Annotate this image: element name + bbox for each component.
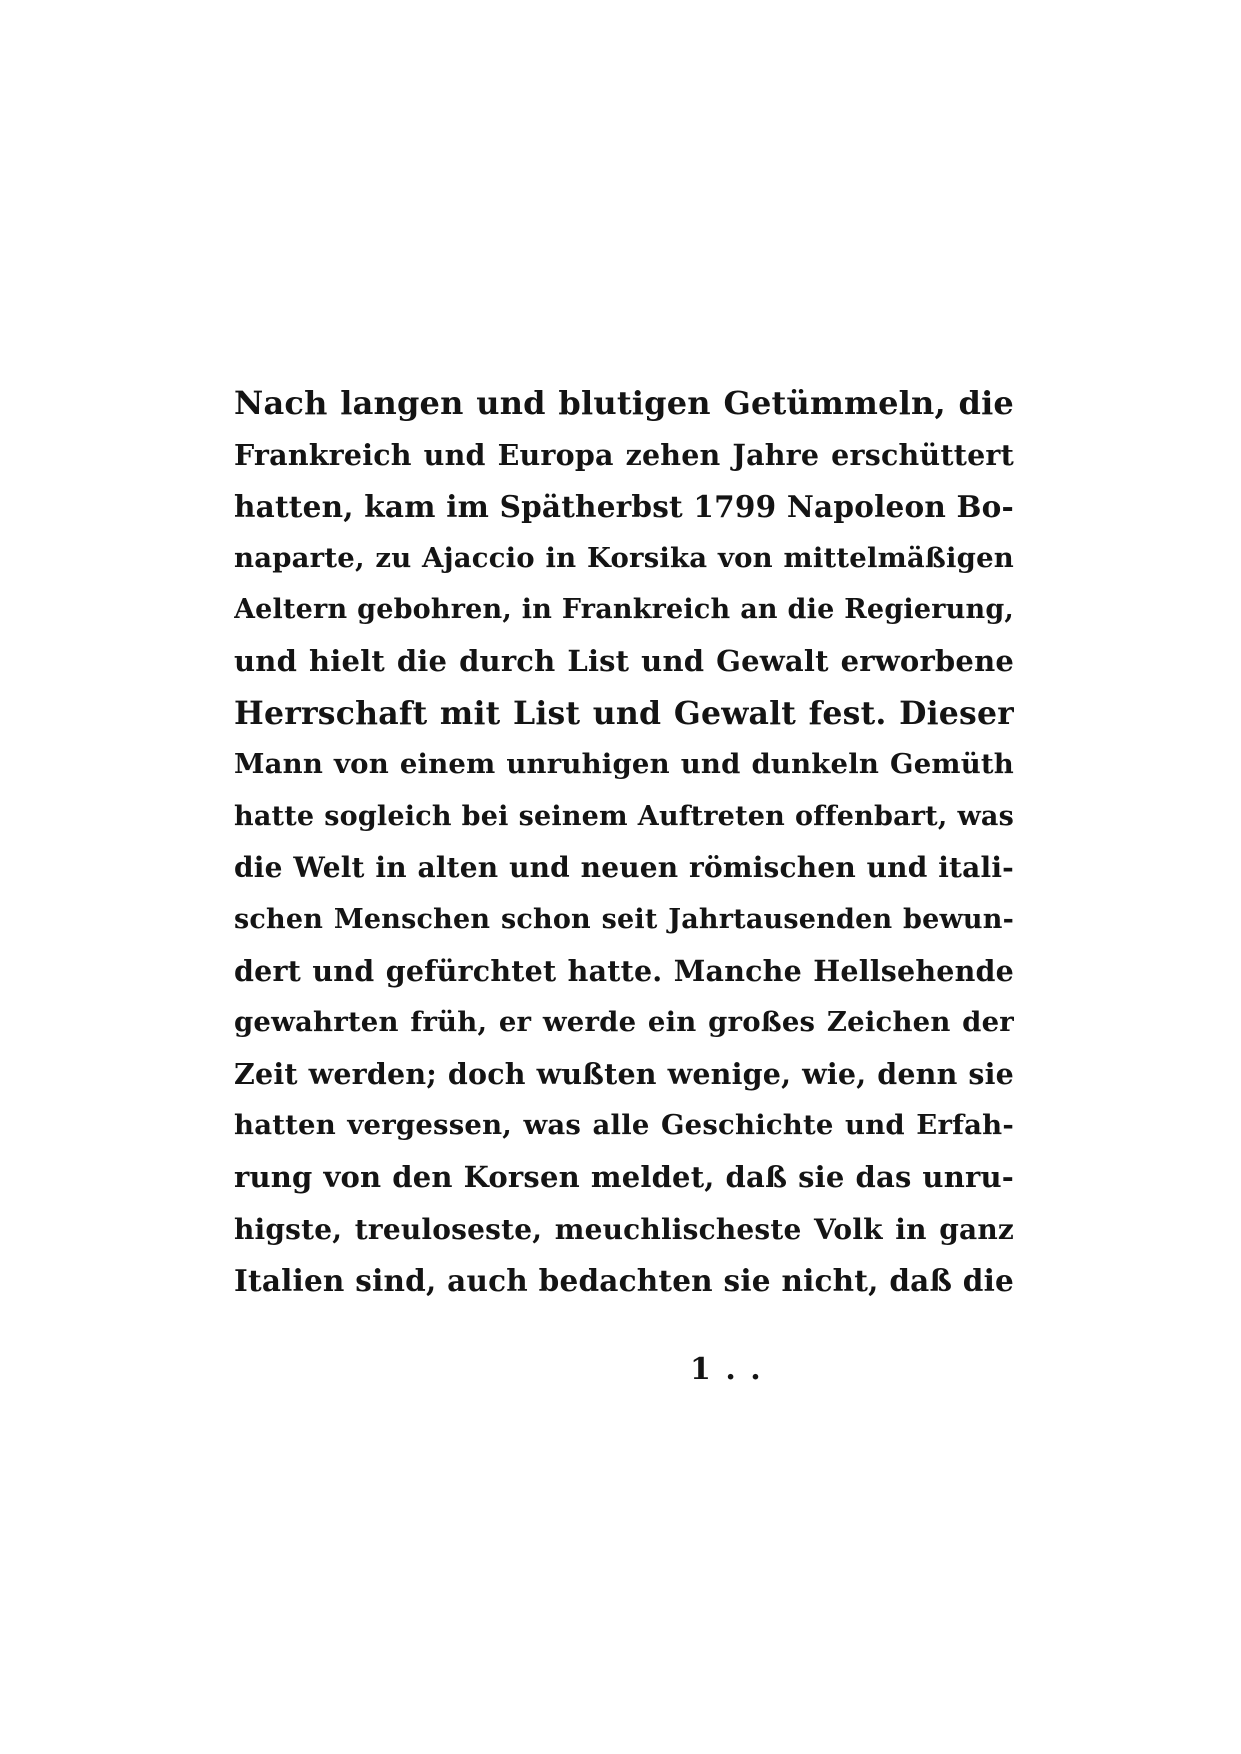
body-text [234, 378, 1014, 1307]
text-line: naparte, zu Ajaccio in Korsika von mittelmäßigen [234, 541, 1014, 574]
text-line: hatte sogleich bei seinem Auftreten offenbart, was [234, 800, 1014, 832]
text-line: Italien sind, auch bedachten sie nicht, daß die [234, 1263, 1014, 1299]
text-line: die Welt in alten und neuen römischen und itali- [234, 851, 1014, 885]
text-line: hatten vergessen, was alle Geschichte und Erfah- [234, 1109, 1014, 1142]
text-line: Mann von einem unruhigen und dunkeln Gemüth [234, 748, 1014, 781]
signature-mark: 1 . . [690, 1352, 763, 1387]
text-line: Frankreich und Europa zehen Jahre erschüttert [234, 437, 1014, 472]
text-line: Nach langen und blutigen Getümmeln, die [234, 384, 1014, 422]
text-line: dert und gefürchtet hatte. Manche Hellsehende [234, 953, 1014, 988]
text-line: gewahrten früh, er werde ein großes Zeichen der [234, 1006, 1014, 1039]
text-line: higste, treuloseste, meuchlischeste Volk in ganz [234, 1212, 1014, 1246]
text-line: schen Menschen schon seit Jahrtausenden bewun- [234, 903, 1014, 935]
text-line: rung von den Korsen meldet, daß sie das unru- [234, 1159, 1014, 1194]
text-line: und hielt die durch List und Gewalt erworbene [234, 643, 1014, 678]
text-line: Zeit werden; doch wußten wenige, wie, denn sie [234, 1056, 1014, 1091]
text-line: Aeltern gebohren, in Frankreich an die Regierung, [234, 594, 1014, 626]
text-line: hatten, kam im Spätherbst 1799 Napoleon Bo- [234, 489, 1014, 525]
text-line: Herrschaft mit List und Gewalt fest. Dieser [234, 694, 1014, 732]
